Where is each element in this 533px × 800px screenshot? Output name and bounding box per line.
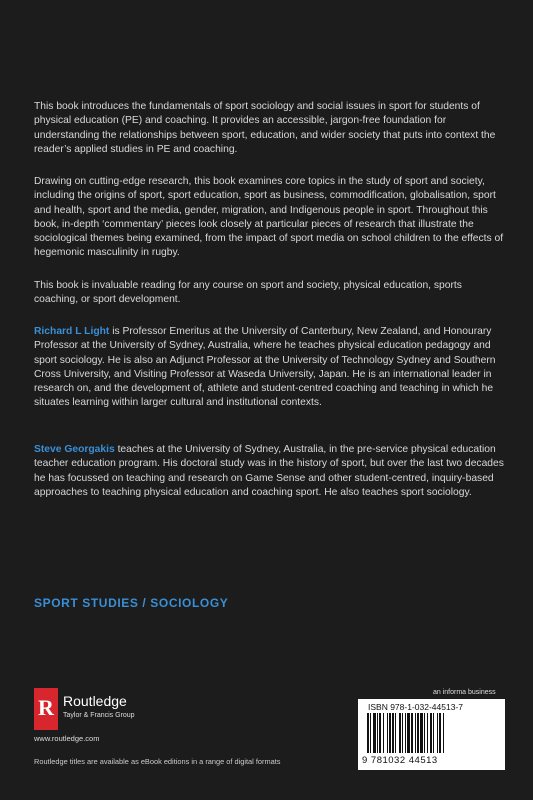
barcode-bar bbox=[387, 713, 388, 753]
barcode-bar bbox=[417, 713, 419, 753]
barcode-bar bbox=[411, 713, 413, 753]
barcode-bar bbox=[379, 713, 381, 753]
barcode-bar bbox=[437, 713, 438, 753]
barcode-bar bbox=[407, 713, 410, 753]
blurb-paragraph-3: This book is invaluable reading for any course on sport and society, physical education, sports coaching, or sport development. bbox=[34, 280, 462, 306]
barcode-bar bbox=[443, 713, 444, 753]
barcode-bar bbox=[415, 713, 416, 753]
barcode-bar bbox=[392, 713, 394, 753]
barcode-bar bbox=[427, 713, 428, 753]
author-bio-text: teaches at the University of Sydney, Australia, in the pre-service physical education teacher education program. His doctoral study was in the history of sport, but over the last two decades he has focussed on teaching and research on Game Sense and other student-centred, inquiry-based approaches to teaching physical education and coaching sport. He also teaches sport sociology. bbox=[34, 444, 504, 498]
subject-category: SPORT STUDIES / SOCIOLOGY bbox=[34, 596, 229, 610]
svg-text:R: R bbox=[38, 695, 54, 720]
barcode-bar bbox=[402, 713, 403, 753]
barcode-bar bbox=[389, 713, 391, 753]
barcode-bar bbox=[370, 713, 371, 753]
informa-tagline: an informa business bbox=[433, 689, 496, 696]
barcode-bar bbox=[383, 713, 384, 753]
barcode-bars bbox=[363, 713, 500, 753]
isbn-label: ISBN 978-1-032-44513-7 bbox=[368, 702, 463, 712]
barcode-number: 9 781032 44513 bbox=[362, 755, 438, 766]
author-bio-1 bbox=[34, 325, 504, 411]
publisher-name: Routledge bbox=[63, 693, 127, 709]
publisher-website[interactable]: www.routledge.com bbox=[34, 734, 100, 743]
barcode-bar bbox=[395, 713, 396, 753]
barcode-bar bbox=[405, 713, 406, 753]
barcode-bar bbox=[399, 713, 401, 753]
barcode-bar bbox=[420, 713, 423, 753]
author-name: Richard L Light bbox=[34, 326, 110, 337]
blurb-paragraph-1: This book introduces the fundamentals of sport sociology and social issues in sport for students of physical education (PE) and coaching. It provides an accessible, jargon-free foundation for understanding the relationships between sport, education, and wider society that puts into context the reader’s applied studies in PE and coaching. bbox=[34, 101, 496, 155]
blurb-paragraph-2: Drawing on cutting-edge research, this book examines core topics in the study of sport and society, including the origins of sport, sport education, sport as business, commodification, globalisation, sport and health, sport and the media, gender, migration, and Indigenous people in sport. Throughout this book, in-depth ‘commentary’ pieces look closely at particular pieces of research that illustrate the sociological themes being examined, from the impact of sport media on school children to the effects of hegemonic masculinity in rugby. bbox=[34, 176, 504, 259]
barcode bbox=[358, 699, 505, 770]
barcode-bar bbox=[424, 713, 425, 753]
routledge-logo-icon bbox=[34, 688, 58, 730]
barcode-bar bbox=[430, 713, 432, 753]
author-bio-2 bbox=[34, 443, 504, 500]
barcode-bar bbox=[377, 713, 378, 753]
barcode-bar bbox=[433, 713, 434, 753]
barcode-bar bbox=[373, 713, 376, 753]
barcode-bar bbox=[367, 713, 369, 753]
publisher-group: Taylor & Francis Group bbox=[63, 712, 135, 719]
author-bio-text: is Professor Emeritus at the University of Canterbury, New Zealand, and Honourary Professor at the University of Sydney, Australia, where he teaches physical education pedagogy and sport sociology. He is also an Adjunct Professor at the University of Technology Sydney and Southern Cross University, and Visiting Professor at Waseda University, Japan. He is an international leader in research on, and the development of, athlete and student-centred coaching and teaching in which he situates learning within larger cultural and institutional contexts. bbox=[34, 326, 496, 409]
author-name: Steve Georgakis bbox=[34, 444, 115, 455]
barcode-bar bbox=[439, 713, 441, 753]
ebook-note: Routledge titles are available as eBook editions in a range of digital formats bbox=[34, 757, 281, 766]
